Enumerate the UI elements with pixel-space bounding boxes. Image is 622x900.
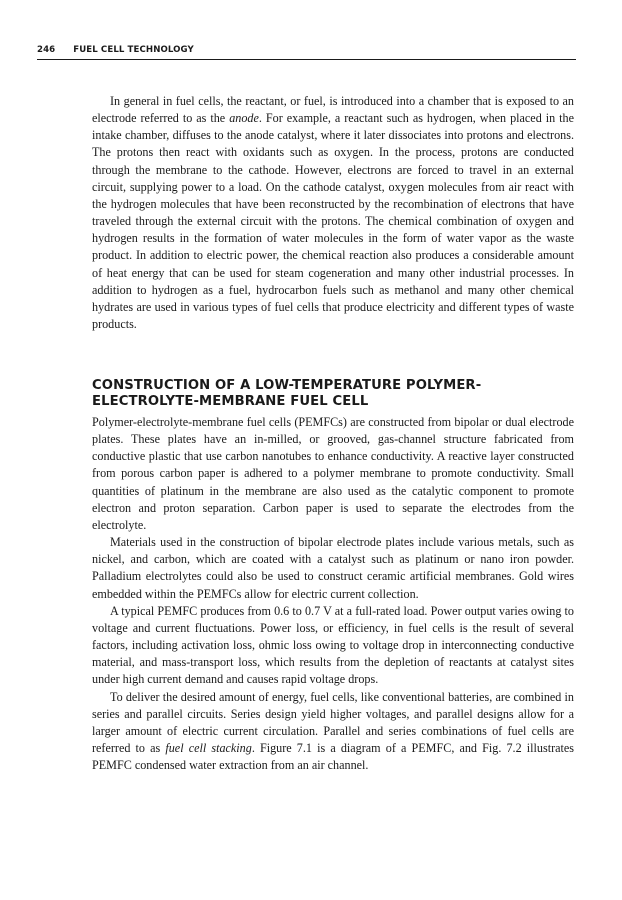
section-heading-line-1: CONSTRUCTION OF A LOW-TEMPERATURE POLYMER-: [92, 378, 482, 393]
anode-term: anode: [229, 111, 259, 126]
fuel-cell-stacking-term: fuel cell stacking: [165, 740, 252, 755]
section-paragraph-3: A typical PEMFC produces from 0.6 to 0.7 V at a full-rated load. Power output varies owing to voltage and current fluctuations. Power loss, or efficiency, in fuel cells is the result of several factors, including activation loss, ohmic loss owing to voltage drop in interconnecting conductive material, and mass-transport loss, which results from the depletion of reactants at catalyst sites under high current demand and causes rapid voltage drops.: [92, 603, 574, 687]
section-body: [92, 414, 574, 774]
section-heading-line-2: ELECTROLYTE-MEMBRANE FUEL CELL: [92, 394, 369, 409]
intro-text-after-term: . For example, a reactant such as hydrogen, when placed in the intake chamber, diffuses to the anode catalyst, where it later dissociates into protons and electrons. The protons then react with oxidants such as oxygen. In the process, protons are conducted through the membrane to the cathode. However, electrons are forced to travel in an external circuit, supplying power to a load. On the cathode catalyst, oxygen molecules from air react with the hydrogen molecules that have been reconstructed by the recombination of electrons that have traveled through the external circuit with the protons. The chemical combination of oxygen and hydrogen results in the formation of water molecules in the form of water vapor as the waste product. In addition to electric power, the chemical reaction also produces a considerable amount of heat energy that can be used for steam cogeneration and many other industrial processes. In addition to hydrogen as a fuel, hydrocarbon fuels such as methanol and many other chemical hydrates are used in various types of fuel cells that produce electricity and different types of waste products.: [92, 111, 574, 332]
page-number: 246: [37, 45, 56, 55]
section-heading: [92, 378, 574, 410]
running-head: [37, 44, 576, 60]
section-paragraph-4: [92, 689, 574, 775]
intro-text: [92, 93, 574, 333]
stacking-text-before-term: To deliver the desired amount of energy, fuel cells, like conventional batteries, are combined in series and parallel circuits. Series design yield higher voltages, and parallel designs allow for a larger amount of electric current circulation. Parallel and series combinations of fuel cells are referred to as: [92, 689, 574, 755]
section-paragraph-2: Materials used in the construction of bipolar electrode plates include various metals, such as nickel, and carbon, which are coated with a catalyst such as platinum or nano iron powder. Palladium electrolytes could also be used to construct ceramic artificial membranes. Gold wires embedded within the PEMFCs allow for electric current collection.: [92, 535, 574, 601]
section-paragraph-1: Polymer-electrolyte-membrane fuel cells (PEMFCs) are constructed from bipolar or dual electrode plates. These plates have an in-milled, or grooved, gas-channel structure fabricated from conductive plastic that use carbon nanotubes to enhance conductivity. A reactive layer constructed from porous carbon paper is adhered to a polymer membrane to promote conductivity. Small quantities of platinum in the membrane are also used as the catalytic component to promote electron and proton separation. Carbon paper is used to separate the electrodes from the electrolyte.: [92, 415, 574, 532]
running-title: FUEL CELL TECHNOLOGY: [73, 45, 194, 55]
intro-paragraph: [92, 93, 574, 333]
stacking-text-after-term: . Figure 7.1 is a diagram of a PEMFC, and Fig. 7.2 illustrates PEMFC condensed water extraction from an air channel.: [92, 740, 574, 773]
intro-text-before-term: In general in fuel cells, the reactant, or fuel, is introduced into a chamber that is exposed to an electrode referred to as the: [92, 94, 574, 126]
